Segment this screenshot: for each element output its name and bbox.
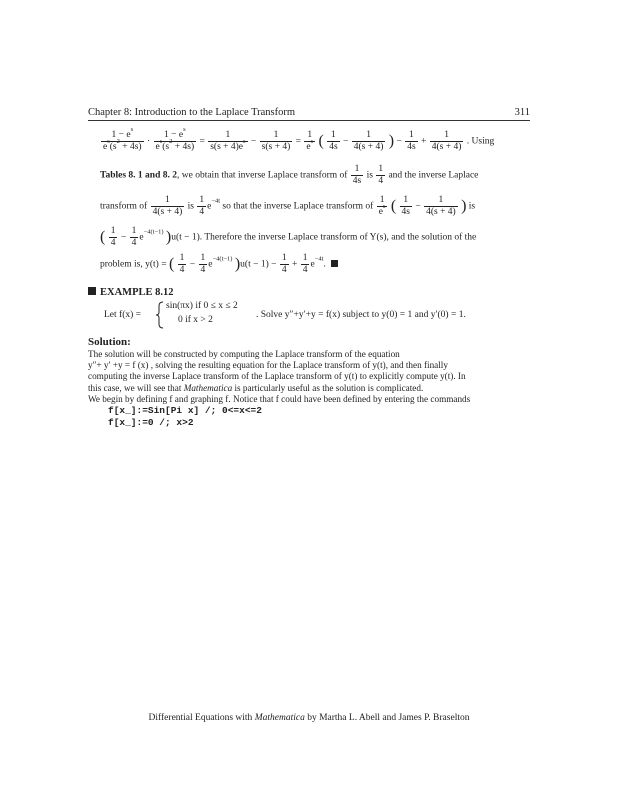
book-page: Chapter 8: Introduction to the Laplace Transform 311 $\frac{1 - e^s}{e^s(s^2 + 4s)}$ · $\frac{1 - e^s}{e^s(s^2 + 4s)}$ = $\frac{1}{s(s + 4)e^s}$ − $\frac{1}{s(s + 4)}$ = $\frac{1}{e^s}$ ( $\frac{1}{4s}$ − $\frac{1}{4(s + 4)}$ ) − $\frac{1}{4s}$ + $\frac{1}{4(s + 4)}$ . Using Tables 8. 1 and 8. 2, we obtain that inverse Laplace transform of $\frac{1}{4s}$ is $\frac{1}{4}$ and the inverse Laplace transform of $\frac{1}{4(s + 4)}$ is $\frac{1}{4}$ $e^{-4t}$ so that the inverse Laplace transform of $\frac{1}{e^s}$ ( $\frac{1}{4s}$ − $\frac{1}{4(s + 4)}$ ) is ( $\frac{1}{4}$ − $\frac{1}{4}$ $e^{-4(t-1)}$ )u(t − 1). Therefore the inverse Laplace transform of Y(s), and the solution of the problem is, y(t) = ( $\frac{1}{4}$ − $\frac{1}{4}$ $e^{-4(t-1)}$ )u(t − 1) − $\frac{1}{4}$ + $\frac{1}{4}$ $e^{-4t}$. EXAMPLE 8.12 Let f(x) = sin(πx) if 0 ≤ x ≤ 2 0 if x > 2 . Solve y″+y′+y = f(x) subject to y(0) = 1 and y′(0) = 1. Solution: The solution will be constructed by computing the Laplace transform of the equation y″+ y′ +y = f (x) , solving the resulting equation for the Laplace transform of y(t), and then finally computing the inverse Laplace transform of the Laplace transform of y(t) to explicitly compute y(t). In this case, we will see that Mathematica is particularly useful as the solution is complicated. We begin by defining f and graphing f. Notice that f could have been defined by entering the commands f[x_]:=Sin[Pi x] /; 0<=x<=2 f[x_]:=0 /; x>2 Differential Equations with Mathematica by Martha L. Abell and James P. Braselton (0, 0, 618, 800)
example-heading: EXAMPLE 8.12 (88, 287, 174, 298)
fraction: $\frac{1}{4s}$ (352, 164, 362, 186)
fraction: $\frac{1}{4(s + 4)}$ (353, 130, 384, 152)
fraction: $\frac{1}{4}$ (179, 253, 185, 275)
running-header (88, 107, 530, 121)
running-footer: Differential Equations with Mathematica by Martha L. Abell and James P. Braselton (148, 713, 470, 723)
end-of-proof-square (331, 260, 338, 267)
fraction: $\frac{1}{4(s + 4)}$ (431, 130, 462, 152)
fraction: $\frac{1}{4(s + 4)}$ (152, 195, 183, 217)
fraction: $\frac{1}{4}$ (302, 253, 308, 275)
header-rule (88, 120, 530, 121)
fraction: $\frac{1}{4s}$ (329, 130, 338, 152)
chapter-title: Chapter 8: Introduction to the Laplace Transform (88, 107, 296, 118)
text-line-inverse-transform: transform of $\frac{1}{4(s + 4)}$ is $\frac{1}{4}$ $e^{-4t}$ so that the inverse Laplace transform of $\frac{1}{e^s}$ ( $\frac{1}{4s}$ − $\frac{1}{4(s + 4)}$ ) is (100, 195, 476, 217)
fraction: $\frac{1}{4s}$ (407, 130, 416, 152)
solution-formula: problem is, y(t) = ( $\frac{1}{4}$ − $\frac{1}{4}$ $e^{-4(t-1)}$ )u(t − 1) − $\frac{1}{4}$ + $\frac{1}{4}$ $e^{-4t}$. (100, 253, 338, 276)
bullet-square-icon (88, 287, 96, 295)
fraction: $\frac{1}{4}$ (199, 195, 205, 217)
code-line: f[x_]:=Sin[Pi x] /; 0<=x<=2 (108, 405, 262, 416)
fraction: $\frac{1}{s(s + 4)}$ (261, 130, 291, 152)
fraction: $\frac{1}{4(s + 4)}$ (426, 195, 456, 217)
solution-paragraph: The solution will be constructed by computing the Laplace transform of the equation y″+ y′ +y = f (x) , solving the resulting equation for the Laplace transform of y(t), and then finally computing the inverse Laplace transform of the Laplace transform of y(t) to explicitly compute y(t). In this case, we will see that Mathematica is particularly useful as the solution is complicated. We begin by defining f and graphing f. Notice that f could have been defined by entering the commands (88, 349, 471, 404)
code-line: f[x_]:=0 /; x>2 (108, 417, 194, 428)
fraction: $\frac{1}{4}$ (110, 226, 116, 248)
solution-heading: Solution: (88, 336, 131, 348)
fraction: $\frac{1}{e^s}$ (378, 195, 386, 217)
fraction: $\frac{1}{s(s + 4)e^s}$ (210, 130, 246, 152)
fraction: $\frac{1 - e^s}{e^s(s^2 + 4s)}$ (103, 126, 142, 152)
fraction: $\frac{1}{4}$ (281, 253, 287, 275)
fraction: $\frac{1 - e^s}{e^s(s^2 + 4s)}$ (155, 126, 195, 152)
page-number: 311 (514, 107, 530, 118)
text-line-therefore: ( $\frac{1}{4}$ − $\frac{1}{4}$ $e^{-4(t-1)}$ )u(t − 1). Therefore the inverse Laplace transform of Y(s), and the solution of the (100, 226, 477, 248)
left-brace-icon (155, 301, 165, 329)
fraction: $\frac{1}{4}$ (200, 253, 206, 275)
partial-fraction-equation: $\frac{1 - e^s}{e^s(s^2 + 4s)}$ · $\frac{1 - e^s}{e^s(s^2 + 4s)}$ = $\frac{1}{s(s + 4)e^s}$ − $\frac{1}{s(s + 4)}$ = $\frac{1}{e^s}$ ( $\frac{1}{4s}$ − $\frac{1}{4(s + 4)}$ ) − $\frac{1}{4s}$ + $\frac{1}{4(s + 4)}$ . Using (103, 126, 495, 152)
fraction: $\frac{1}{4}$ (131, 226, 137, 248)
fraction: $\frac{1}{4}$ (378, 164, 384, 186)
fraction: $\frac{1}{e^s}$ (306, 130, 314, 152)
text-line-tables: Tables 8. 1 and 8. 2, we obtain that inverse Laplace transform of $\frac{1}{4s}$ is $\frac{1}{4}$ and the inverse Laplace (100, 164, 479, 186)
fraction: $\frac{1}{4s}$ (401, 195, 410, 217)
